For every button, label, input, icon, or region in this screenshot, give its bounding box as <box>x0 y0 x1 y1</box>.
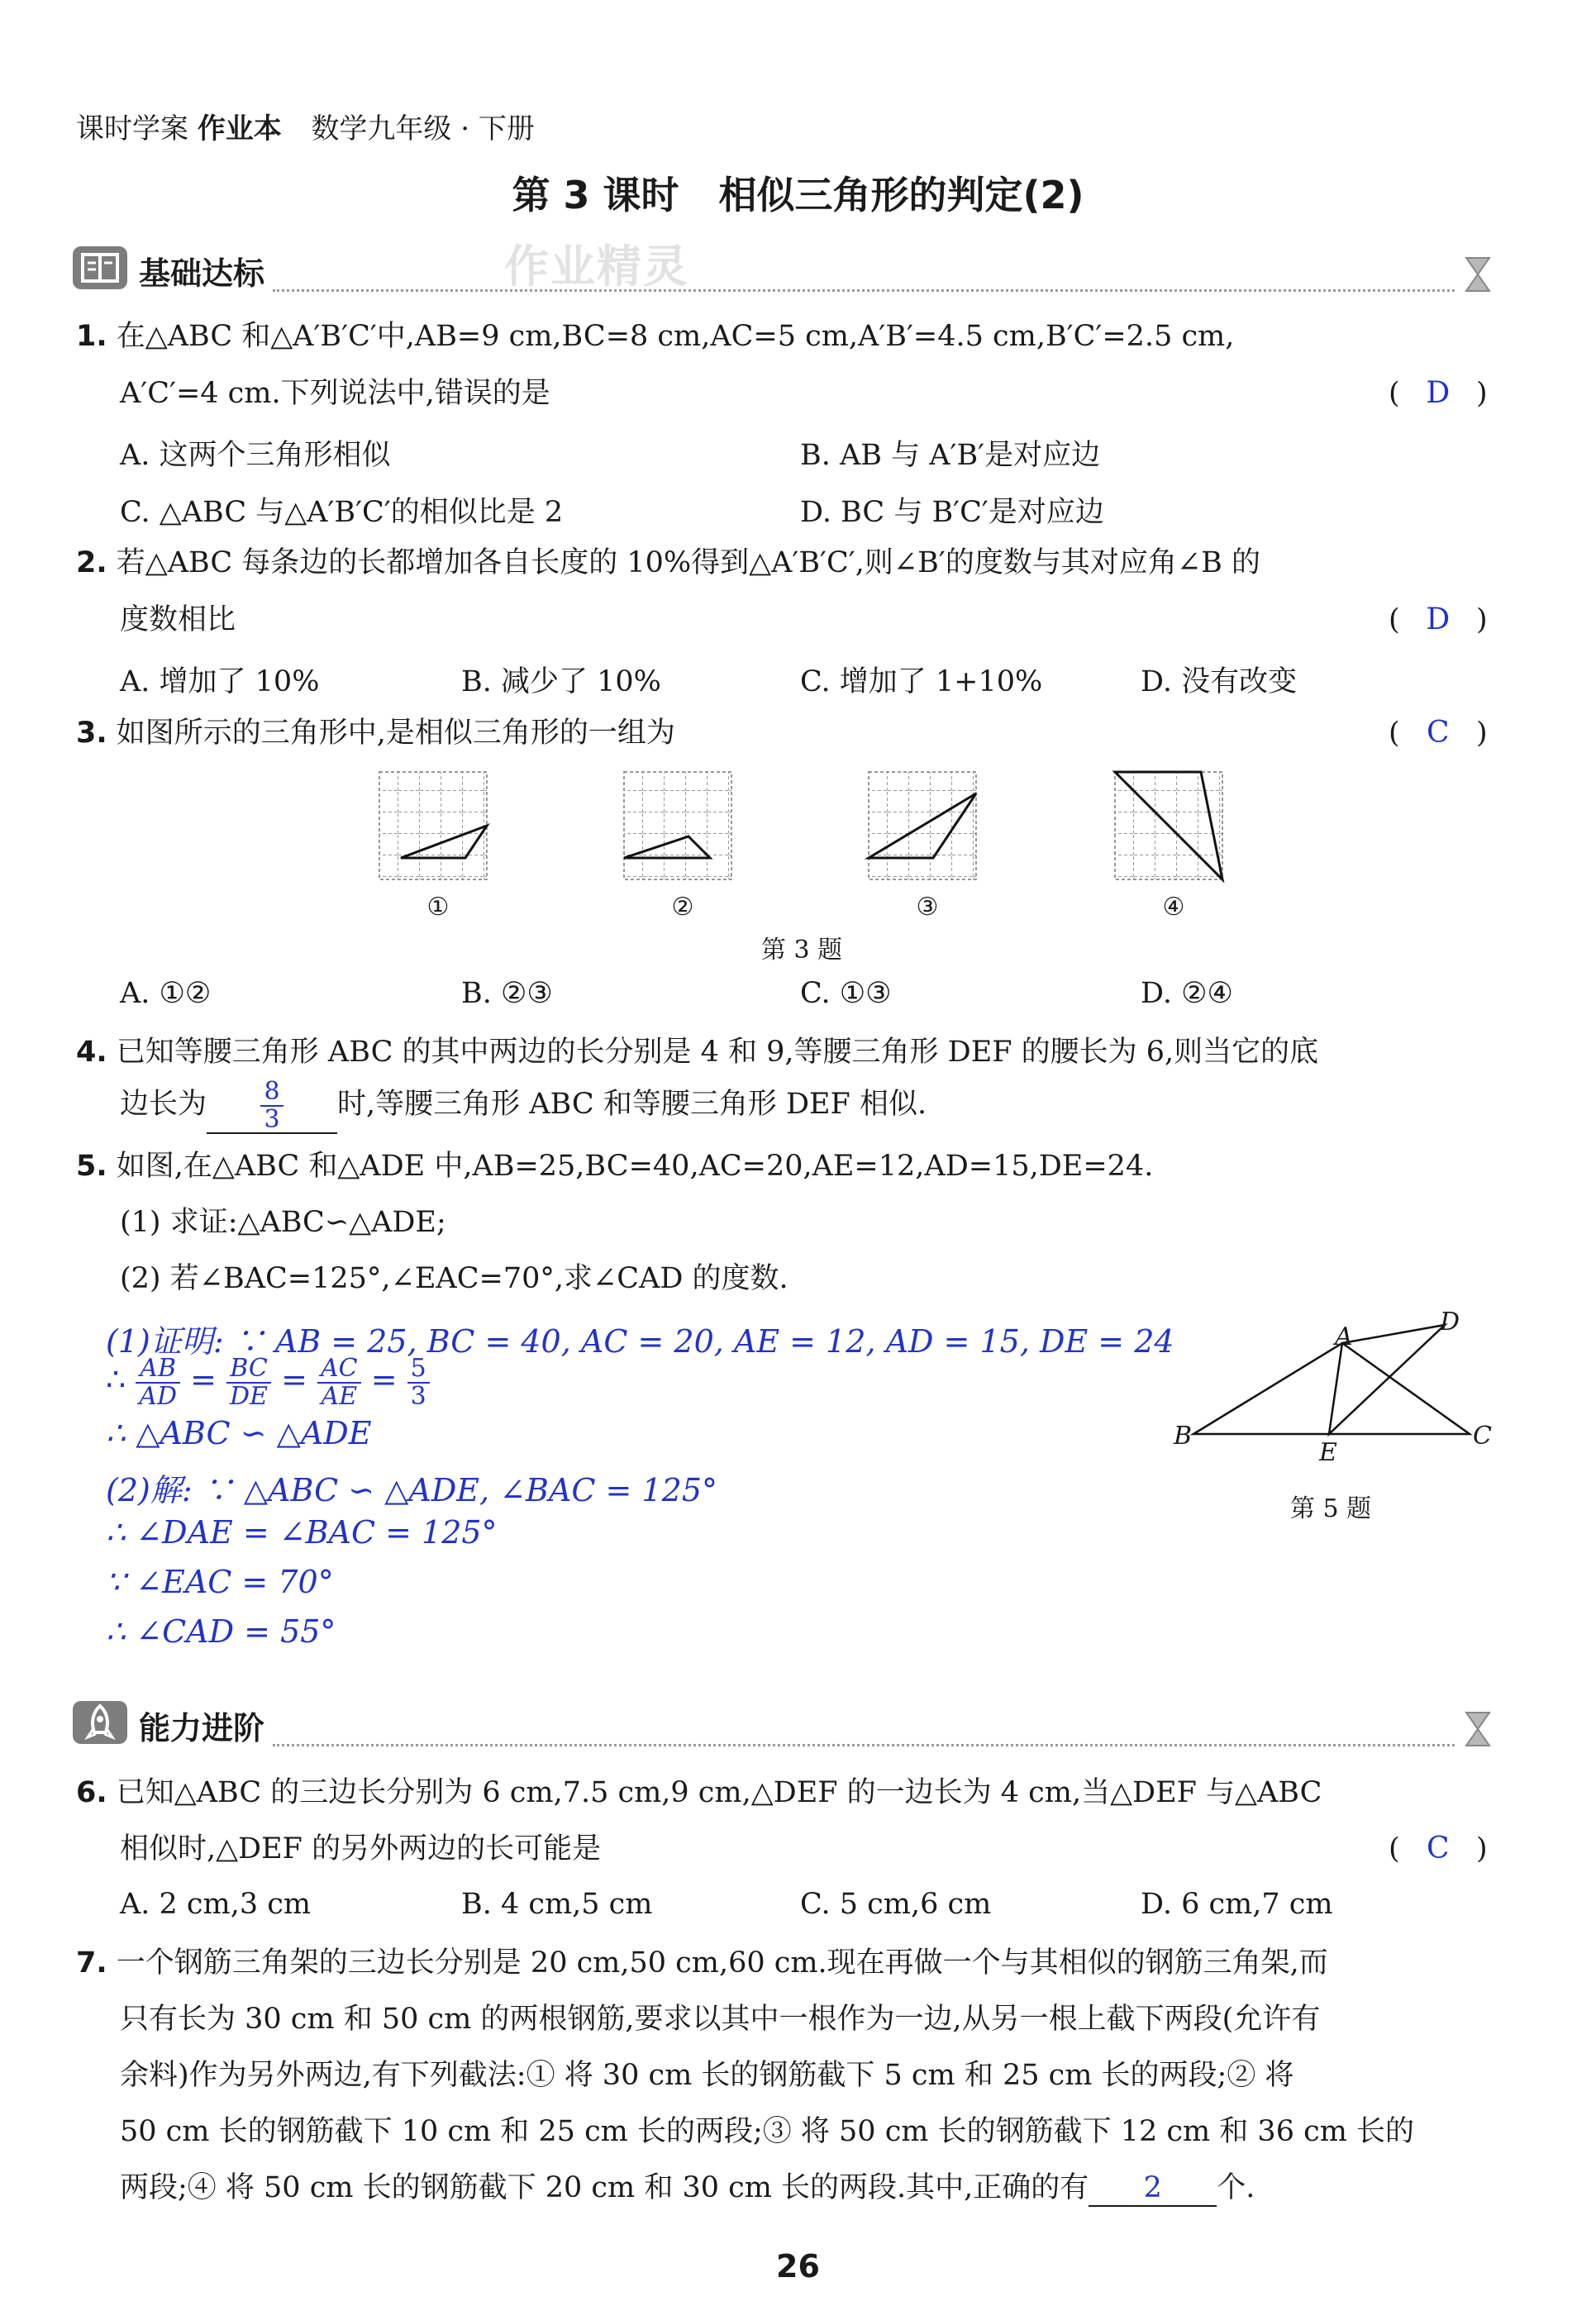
option-3b: B. ②③ <box>461 977 553 1010</box>
section-divider <box>273 289 1455 292</box>
title-lesson: 第 3 课时 <box>512 173 679 217</box>
paren-close: ) <box>1475 377 1488 410</box>
answer-box-2 <box>1389 603 1488 636</box>
watermark: 作业精灵 <box>504 241 689 293</box>
question-text: 边长为 <box>120 1088 207 1121</box>
label-e: E <box>1319 1438 1337 1467</box>
label-d: D <box>1440 1308 1460 1336</box>
answer-box-3 <box>1389 716 1488 750</box>
header-prefix: 课时学案 <box>76 112 188 145</box>
question-7-line3: 余料)作为另外两边,有下列截法:① 将 30 cm 长的钢筋截下 5 cm 和 25 cm 长的两段;② 将 <box>120 2059 1294 2092</box>
question-1 <box>76 319 1234 354</box>
question-text: 一个钢筋三角架的三边长分别是 20 cm,50 cm,60 cm.现在再做一个与其相似的钢筋三角架,而 <box>116 1946 1328 1980</box>
hourglass-icon <box>1461 255 1494 298</box>
answer-box-6 <box>1389 1832 1488 1865</box>
option-6d: D. 6 cm,7 cm <box>1141 1888 1333 1921</box>
grid-figure-1 <box>379 772 487 879</box>
question-number: 1. <box>76 320 107 353</box>
option-2a: A. 增加了 10% <box>120 665 320 698</box>
question-7 <box>76 1946 1328 1980</box>
label-b: B <box>1174 1422 1193 1451</box>
section-title-basic: 基础达标 <box>139 255 265 292</box>
option-3a: A. ①② <box>120 977 212 1010</box>
question-2-line2: 度数相比 <box>120 603 236 636</box>
page-header <box>76 106 535 146</box>
option-6b: B. 4 cm,5 cm <box>461 1888 653 1921</box>
label-a: A <box>1335 1322 1353 1351</box>
paren-close: ) <box>1475 603 1488 636</box>
answer-7: 2 <box>1089 2170 1217 2207</box>
question-6 <box>76 1775 1322 1810</box>
figure-label-4: ④ <box>1162 893 1185 922</box>
figure-label-3: ③ <box>916 893 939 922</box>
question-text: 在△ABC 和△A′B′C′中,AB=9 cm,BC=8 cm,AC=5 cm,A′B′=4.5 cm,B′C′=2.5 cm, <box>116 320 1235 353</box>
question-2 <box>76 546 1260 580</box>
book-icon <box>73 246 127 289</box>
option-1a: A. 这两个三角形相似 <box>120 439 391 472</box>
answer-box-1 <box>1389 376 1488 410</box>
solution-line-4: (2)解: ∵ △ABC ∽ △ADE, ∠BAC = 125° <box>106 1472 717 1508</box>
fraction-denominator: AE <box>321 1381 358 1411</box>
paren-open: ( <box>1389 717 1400 750</box>
question-number: 2. <box>76 546 107 579</box>
fraction-denominator: AD <box>139 1381 177 1411</box>
fraction-numerator: 5 <box>407 1355 430 1384</box>
option-6a: A. 2 cm,3 cm <box>120 1888 312 1921</box>
question-5 <box>76 1149 1153 1184</box>
title-topic: 相似三角形的判定(2) <box>718 173 1084 217</box>
answer-4-numerator: 8 <box>260 1079 283 1107</box>
question-text: 如图,在△ABC 和△ADE 中,AB=25,BC=40,AC=20,AE=12,AD=15,DE=24. <box>116 1150 1154 1183</box>
option-6c: C. 5 cm,6 cm <box>800 1888 992 1921</box>
question-6-line2: 相似时,△DEF 的另外两边的长可能是 <box>120 1832 602 1865</box>
header-subject: 数学九年级 · 下册 <box>311 112 535 145</box>
answer-1: D <box>1426 376 1451 410</box>
fraction-denominator: 3 <box>410 1381 426 1411</box>
grid-figure-2 <box>624 772 731 879</box>
paren-open: ( <box>1389 377 1400 410</box>
answer-4-denominator: 3 <box>264 1104 280 1134</box>
fraction-numerator: AC <box>317 1355 361 1384</box>
answer-3: C <box>1427 716 1450 750</box>
question-4 <box>76 1035 1318 1070</box>
paren-close: ) <box>1475 717 1488 750</box>
fraction-denominator: DE <box>230 1381 268 1411</box>
solution-line-7: ∴ ∠CAD = 55° <box>106 1613 336 1650</box>
section-title-advanced: 能力进阶 <box>139 1710 265 1746</box>
question-text: 已知等腰三角形 ABC 的其中两边的长分别是 4 和 9,等腰三角形 DEF 的腰长为 6,则当它的底 <box>116 1036 1319 1069</box>
rocket-icon <box>73 1701 127 1744</box>
grid-figure-3 <box>869 772 976 879</box>
option-3c: C. ①③ <box>800 977 892 1010</box>
label-c: C <box>1473 1422 1492 1451</box>
question-text: 两段;④ 将 50 cm 长的钢筋截下 20 cm 和 30 cm 长的两段.其中,正确的有 <box>120 2171 1089 2204</box>
page-number: 26 <box>776 2248 820 2285</box>
option-2b: B. 减少了 10% <box>461 665 661 698</box>
question-7-line4: 50 cm 长的钢筋截下 10 cm 和 25 cm 长的两段;③ 将 50 cm 长的钢筋截下 12 cm 和 36 cm 长的 <box>120 2115 1415 2148</box>
grid-figure-4 <box>1115 772 1222 879</box>
question-number: 3. <box>76 717 107 750</box>
answer-6: C <box>1427 1832 1450 1865</box>
answer-2: D <box>1426 603 1451 636</box>
question-7-line2: 只有长为 30 cm 和 50 cm 的两根钢筋,要求以其中一根作为一边,从另一根上截下两段(允许有 <box>120 2003 1321 2036</box>
question-4-line2 <box>120 1079 927 1134</box>
hourglass-icon <box>1461 1709 1494 1752</box>
fraction-numerator: BC <box>226 1355 271 1384</box>
q3-figures <box>376 769 1227 884</box>
question-number: 6. <box>76 1776 107 1809</box>
figure-caption-3: 第 3 题 <box>760 936 843 965</box>
question-text: 若△ABC 每条边的长都增加各自长度的 10%得到△A′B′C′,则∠B′的度数与其对应角∠B 的 <box>116 546 1261 579</box>
fraction-numerator: AB <box>136 1355 180 1384</box>
option-2d: D. 没有改变 <box>1141 665 1298 698</box>
solution-line-5: ∴ ∠DAE = ∠BAC = 125° <box>106 1514 498 1551</box>
option-1d: D. BC 与 B′C′是对应边 <box>800 496 1104 529</box>
option-2c: C. 增加了 1+10% <box>800 665 1043 698</box>
figure-caption-5: 第 5 题 <box>1289 1494 1372 1523</box>
solution-line-6: ∵ ∠EAC = 70° <box>106 1564 334 1600</box>
paren-open: ( <box>1389 1832 1400 1865</box>
question-text: 个. <box>1217 2171 1255 2204</box>
question-7-line5 <box>120 2170 1255 2207</box>
question-3 <box>76 716 675 750</box>
solution-line-2: ∴ $\frac{AB}{AD}$ = $\frac{BC}{DE}$ = $\frac{AC}{AE}$ = $\frac{5}{3}$ <box>106 1355 430 1409</box>
question-text: 如图所示的三角形中,是相似三角形的一组为 <box>116 717 675 750</box>
question-number: 5. <box>76 1150 107 1183</box>
header-bold: 作业本 <box>197 112 282 145</box>
answer-blank-4 <box>207 1079 337 1134</box>
question-text: 时,等腰三角形 ABC 和等腰三角形 DEF 相似. <box>337 1088 927 1121</box>
solution-line-1: (1)证明: ∵ AB = 25, BC = 40, AC = 20, AE = 12, AD = 15, DE = 24 <box>106 1323 1174 1360</box>
question-5-sub1: (1) 求证:△ABC∽△ADE; <box>120 1206 446 1239</box>
paren-close: ) <box>1475 1832 1488 1865</box>
question-number: 7. <box>76 1946 107 1980</box>
question-text: 已知△ABC 的三边长分别为 6 cm,7.5 cm,9 cm,△DEF 的一边长为 4 cm,当△DEF 与△ABC <box>116 1776 1322 1809</box>
figure-label-1: ① <box>426 893 450 922</box>
figure-label-2: ② <box>671 893 694 922</box>
question-1-line2: A′C′=4 cm.下列说法中,错误的是 <box>120 377 550 410</box>
section-divider <box>273 1744 1455 1746</box>
solution-line-3: ∴ △ABC ∽ △ADE <box>106 1415 372 1451</box>
option-3d: D. ②④ <box>1141 977 1233 1010</box>
option-1c: C. △ABC 与△A′B′C′的相似比是 2 <box>120 496 564 529</box>
page-title <box>0 165 1596 220</box>
question-number: 4. <box>76 1036 107 1069</box>
question-5-sub2: (2) 若∠BAC=125°,∠EAC=70°,求∠CAD 的度数. <box>120 1262 788 1295</box>
therefore-symbol: ∴ <box>106 1361 126 1398</box>
option-1b: B. AB 与 A′B′是对应边 <box>800 439 1101 472</box>
paren-open: ( <box>1389 603 1400 636</box>
